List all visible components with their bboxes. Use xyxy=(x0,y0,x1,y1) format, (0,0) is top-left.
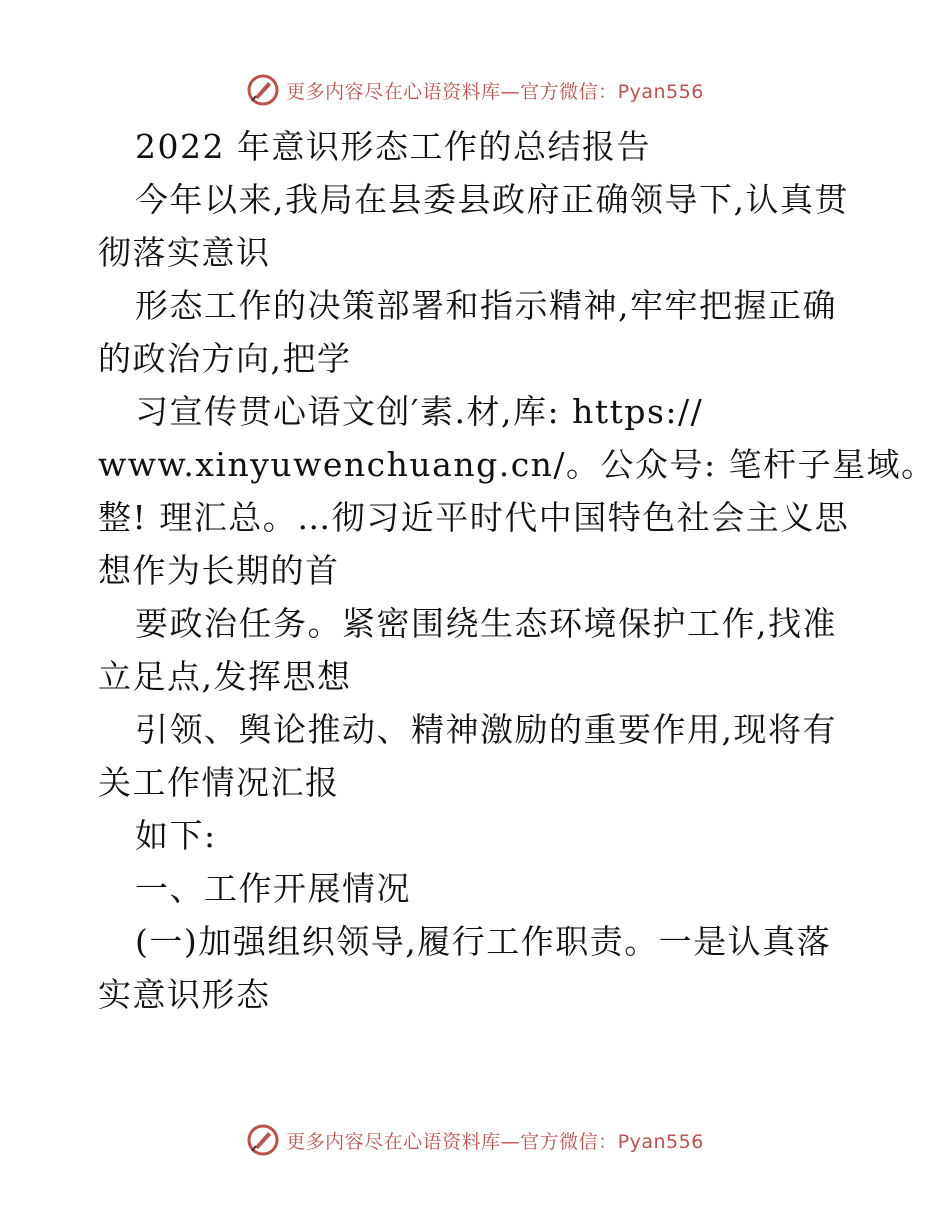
document-line: 引领、舆论推动、精神激励的重要作用,现将有 xyxy=(135,710,837,749)
watermark-banner-top xyxy=(0,70,950,110)
watermark-banner-bottom xyxy=(0,1120,950,1160)
document-line: 习宣传贯心语文创′素.材,库: https:// xyxy=(135,392,704,431)
document-line: 要政治任务。紧密围绕生态环境保护工作,找准 xyxy=(135,604,837,643)
document-line: 的政治方向,把学 xyxy=(98,339,352,378)
document-line: 形态工作的决策部署和指示精神,牢牢把握正确 xyxy=(135,286,837,325)
document-line: 2022 年意识形态工作的总结报告 xyxy=(135,127,651,166)
document-line: 实意识形态 xyxy=(98,975,271,1014)
document-line: (一)加强组织领导,履行工作职责。一是认真落 xyxy=(135,922,832,961)
document-line: 关工作情况汇报 xyxy=(98,763,340,802)
document-line: 一、工作开展情况 xyxy=(135,869,411,908)
watermark-text: 更多内容尽在心语资料库—官方微信：Pyan556 xyxy=(286,1130,704,1153)
document-line: 如下: xyxy=(135,816,217,855)
red-quill-logo-icon xyxy=(246,1123,280,1157)
document-line: 立足点,发挥思想 xyxy=(98,657,352,696)
watermark-text: 更多内容尽在心语资料库—官方微信：Pyan556 xyxy=(286,80,704,103)
document-line: 今年以来,我局在县委县政府正确领导下,认真贯 xyxy=(135,180,849,219)
document-line: 彻落实意识 xyxy=(98,233,271,272)
document-line: 整! 理汇总。…彻习近平时代中国特色社会主义思 xyxy=(98,498,850,537)
red-quill-logo-icon xyxy=(246,73,280,107)
document-line: www.xinyuwenchuang.cn/。公众号: 笔杆子星域。 xyxy=(98,445,936,484)
document-body xyxy=(98,120,936,1021)
document-line: 想作为长期的首 xyxy=(98,551,340,590)
